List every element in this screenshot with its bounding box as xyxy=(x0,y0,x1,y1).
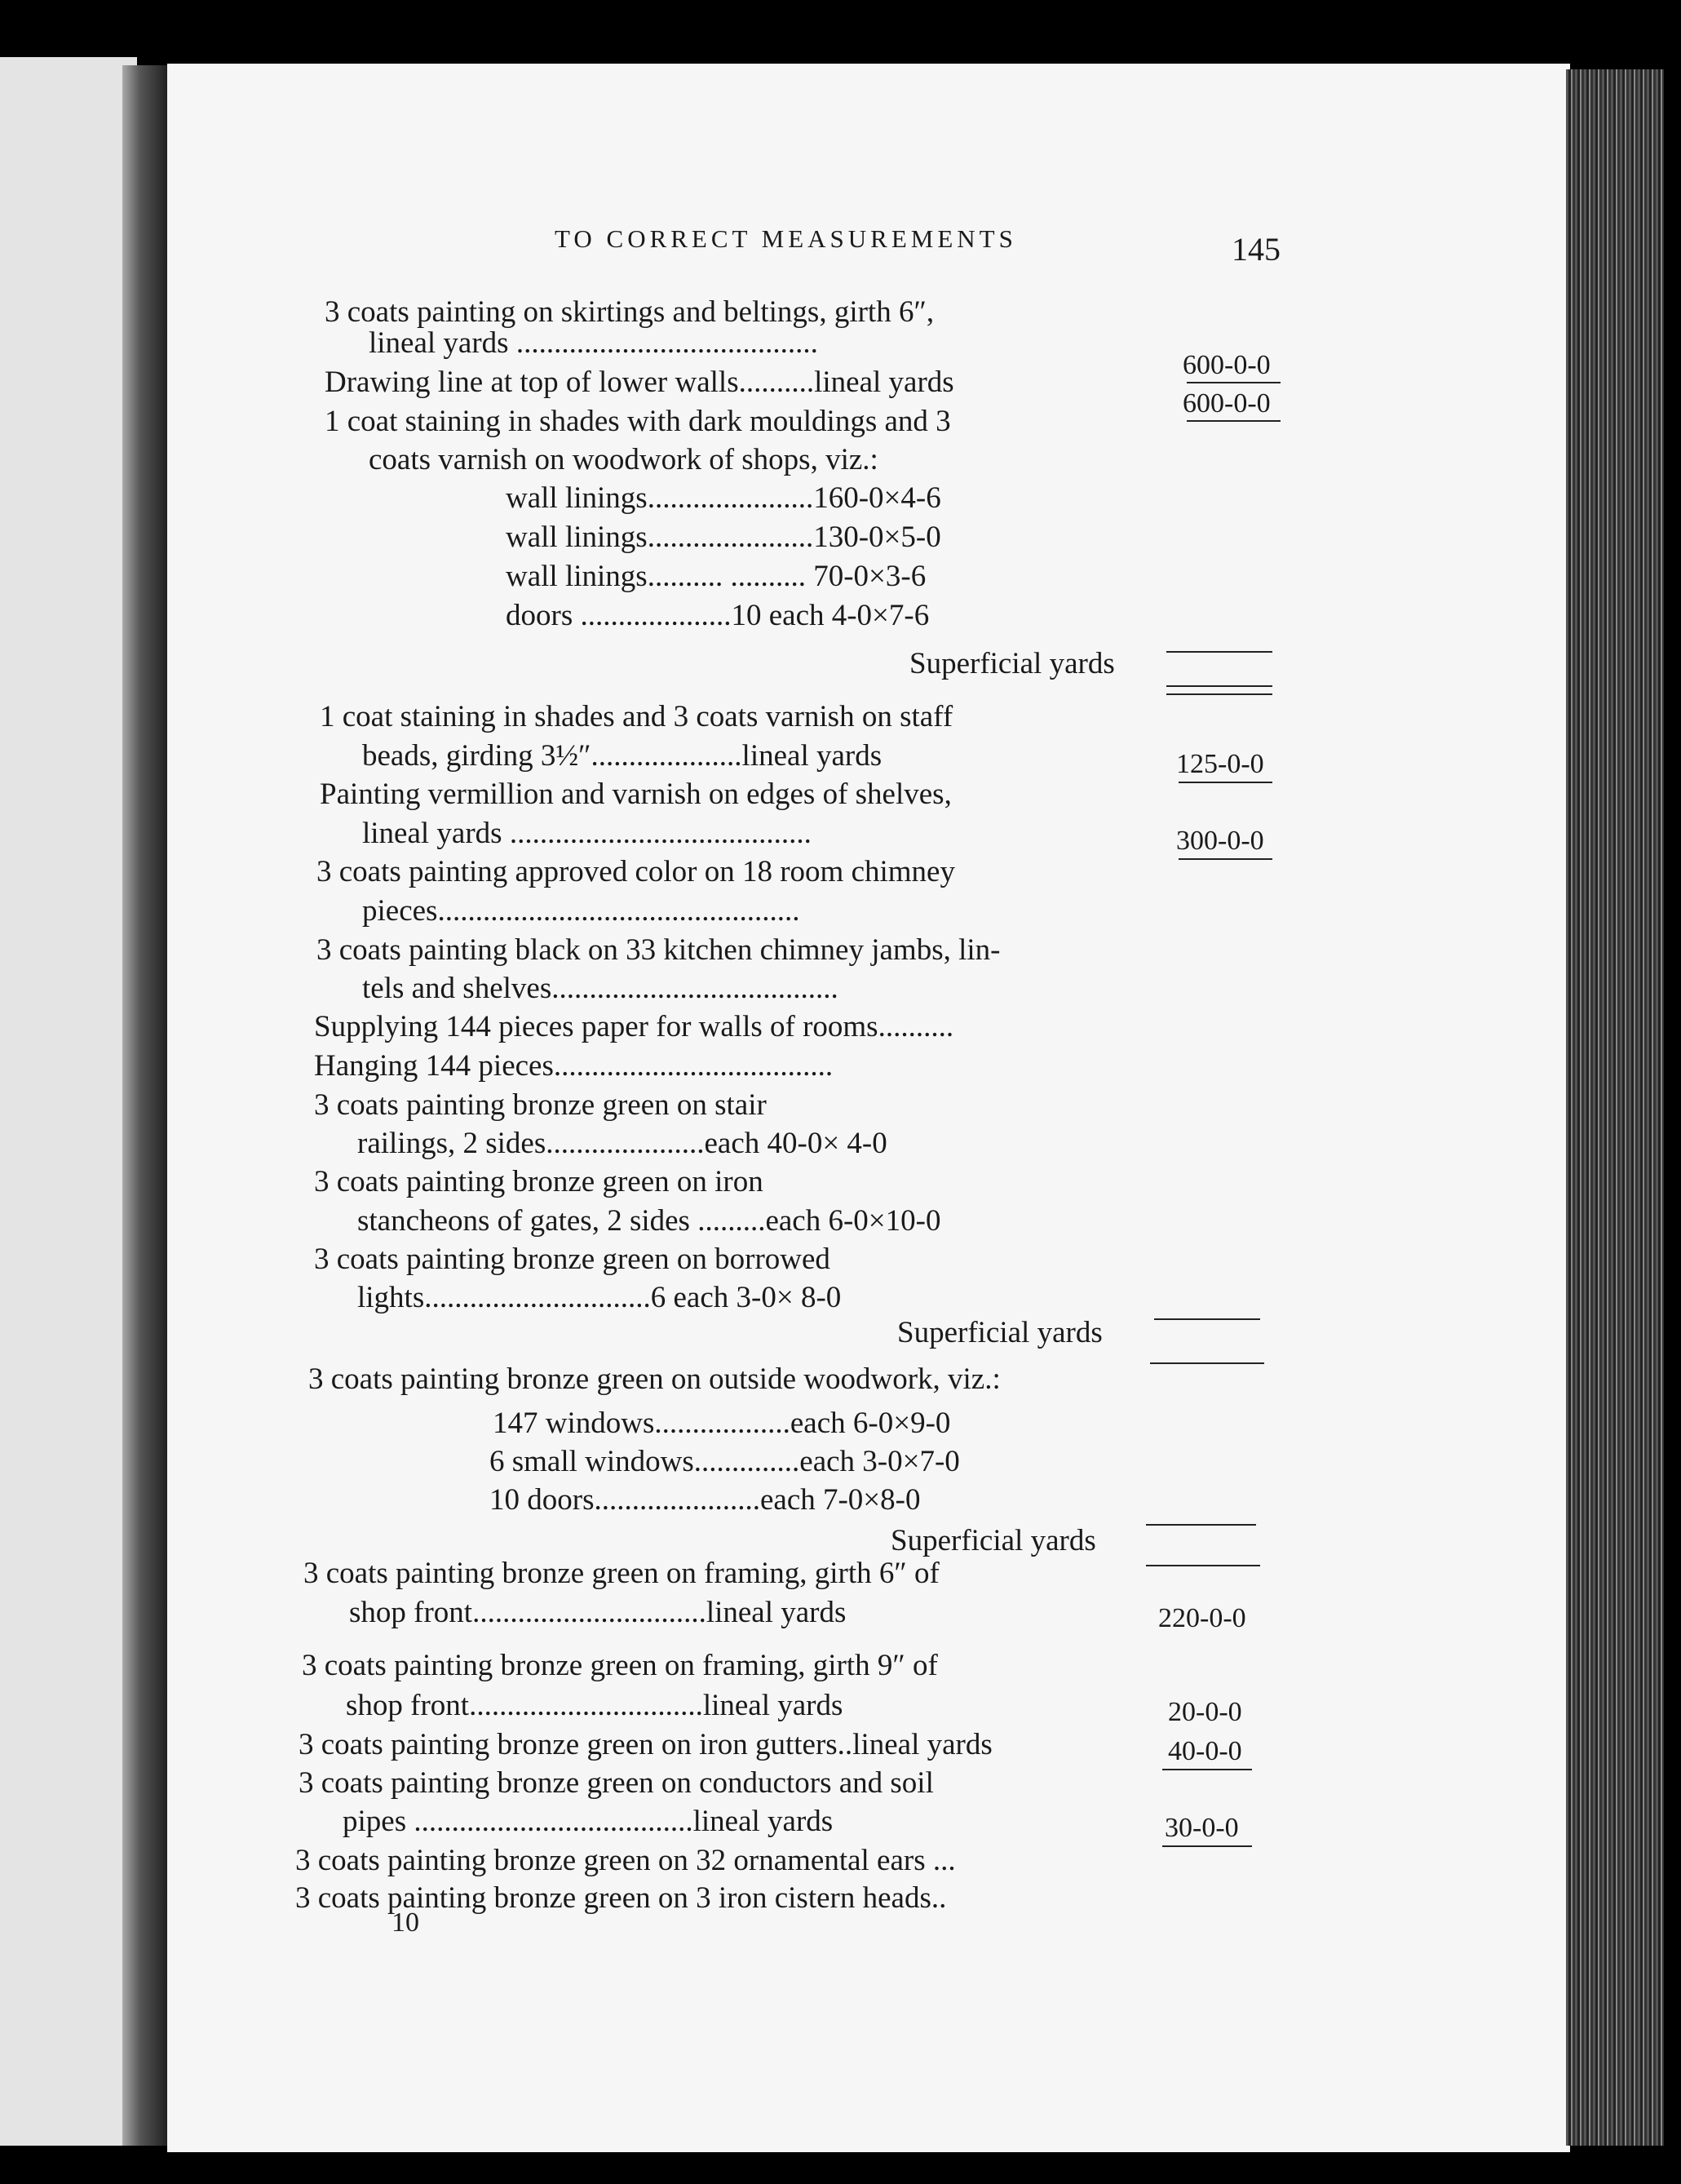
text-line: wall linings.......... .......... 70-0×3-6 xyxy=(506,560,927,593)
amount: 30-0-0 xyxy=(1165,1813,1239,1843)
text-line: tels and shelves...................................... xyxy=(362,972,838,1005)
sum-rule xyxy=(1166,651,1272,653)
amount: 220-0-0 xyxy=(1158,1603,1246,1633)
text-line: 3 coats painting bronze green on iron gutters..lineal yards xyxy=(299,1728,993,1761)
text-line: lineal yards ........................................ xyxy=(369,326,818,360)
text-line: 3 coats painting bronze green on borrowed xyxy=(314,1243,830,1276)
sum-rule xyxy=(1187,420,1281,422)
sum-rule xyxy=(1166,693,1272,695)
text-line: Supplying 144 pieces paper for walls of rooms.......... xyxy=(314,1010,954,1043)
text-line: lights..............................6 each 3-0× 8-0 xyxy=(357,1281,842,1314)
running-head: TO CORRECT MEASUREMENTS xyxy=(555,224,1017,253)
text-line: wall linings......................130-0×5-0 xyxy=(506,521,941,554)
sum-rule xyxy=(1179,858,1272,860)
sum-rule xyxy=(1187,382,1281,383)
text-line: 3 coats painting bronze green on iron xyxy=(314,1165,763,1198)
sum-rule xyxy=(1179,782,1272,783)
text-line: Superficial yards xyxy=(897,1316,1103,1349)
text-line: stancheons of gates, 2 sides .........each 6-0×10-0 xyxy=(357,1204,941,1238)
text-line: lineal yards ........................................ xyxy=(362,817,812,850)
text-line: 3 coats painting on skirtings and beltings, girth 6″, xyxy=(325,295,935,329)
text-line: 3 coats painting black on 33 kitchen chimney jambs, lin- xyxy=(316,933,1001,967)
signature-mark: 10 xyxy=(391,1907,419,1938)
text-line: Drawing line at top of lower walls..........lineal yards xyxy=(325,365,954,399)
sum-rule xyxy=(1162,1769,1252,1770)
sum-rule xyxy=(1166,685,1272,687)
text-line: beads, girding 3½″....................lineal yards xyxy=(362,739,883,773)
text-line: Superficial yards xyxy=(909,647,1115,680)
text-line: pieces................................................ xyxy=(362,894,800,928)
amount: 125-0-0 xyxy=(1176,749,1264,779)
amount: 20-0-0 xyxy=(1168,1697,1242,1727)
text-line: 3 coats painting bronze green on conductors and soil xyxy=(299,1766,934,1800)
text-line: 10 doors......................each 7-0×8-0 xyxy=(489,1483,921,1517)
sum-rule xyxy=(1146,1524,1256,1526)
text-line: Superficial yards xyxy=(891,1524,1096,1557)
left-page xyxy=(0,57,137,2146)
text-line: Painting vermillion and varnish on edges of shelves, xyxy=(320,777,952,811)
text-line: 3 coats painting bronze green on 3 iron cistern heads.. xyxy=(295,1881,947,1915)
sum-rule xyxy=(1146,1565,1260,1566)
text-line: 1 coat staining in shades with dark mouldings and 3 xyxy=(325,405,951,438)
text-line: 3 coats painting bronze green on framing, girth 9″ of xyxy=(302,1649,938,1682)
text-line: doors ....................10 each 4-0×7-6 xyxy=(506,599,930,632)
amount: 600-0-0 xyxy=(1183,388,1271,419)
text-line: 3 coats painting bronze green on stair xyxy=(314,1088,767,1122)
text-line: railings, 2 sides.....................each 40-0× 4-0 xyxy=(357,1127,887,1160)
amount: 600-0-0 xyxy=(1183,350,1271,380)
text-line: shop front...............................lineal yards xyxy=(349,1596,847,1629)
text-line: 3 coats painting bronze green on framing, girth 6″ of xyxy=(303,1557,940,1590)
amount: 40-0-0 xyxy=(1168,1736,1242,1766)
text-line: shop front...............................lineal yards xyxy=(346,1689,843,1722)
text-line: 1 coat staining in shades and 3 coats varnish on staff xyxy=(320,700,953,733)
text-line: 3 coats painting bronze green on 32 ornamental ears ... xyxy=(295,1844,956,1877)
sum-rule xyxy=(1162,1845,1252,1847)
sum-rule xyxy=(1150,1362,1264,1364)
text-line: 6 small windows..............each 3-0×7-0 xyxy=(489,1445,960,1478)
text-line: Hanging 144 pieces..................................... xyxy=(314,1049,834,1083)
text-line: 147 windows..................each 6-0×9-0 xyxy=(493,1407,951,1440)
text-line: pipes .....................................lineal yards xyxy=(343,1805,834,1838)
sum-rule xyxy=(1154,1318,1260,1320)
text-line: wall linings......................160-0×4-6 xyxy=(506,481,941,515)
text-line: coats varnish on woodwork of shops, viz.: xyxy=(369,443,878,476)
book-gutter xyxy=(122,65,167,2146)
page-edges xyxy=(1566,69,1664,2146)
text-line: 3 coats painting approved color on 18 room chimney xyxy=(316,855,955,888)
text-line: 3 coats painting bronze green on outside woodwork, viz.: xyxy=(308,1362,1001,1396)
page-number: 145 xyxy=(1232,231,1281,268)
amount: 300-0-0 xyxy=(1176,826,1264,856)
